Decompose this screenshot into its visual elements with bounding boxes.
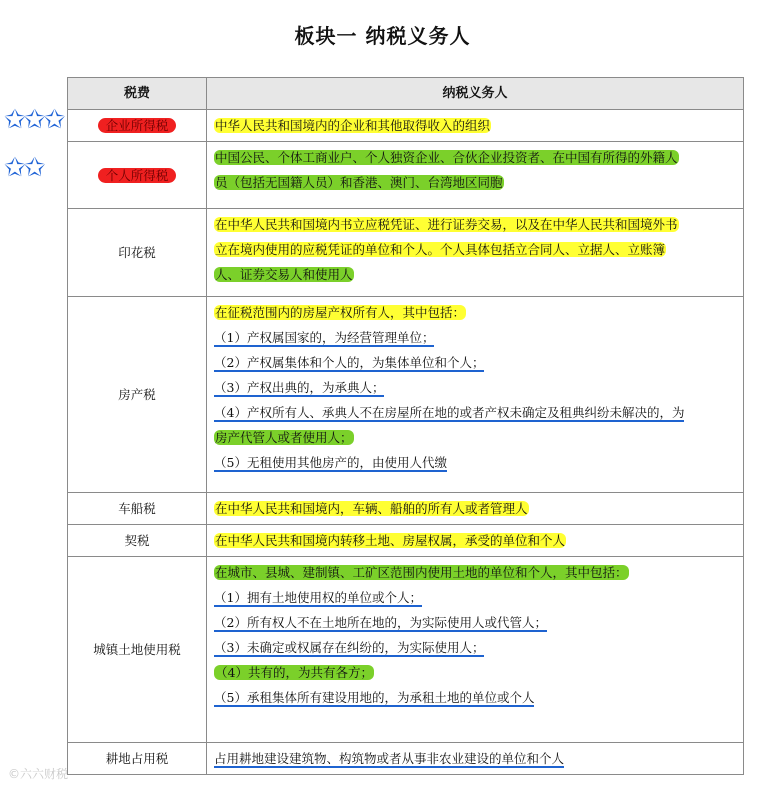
- taxpayer-line: （5）承租集体所有建设用地的，为承租土地的单位或个人: [214, 690, 535, 705]
- taxpayer-line: （5）无租使用其他房产的，由使用人代缴: [214, 455, 447, 470]
- taxpayer-cell: [207, 557, 744, 743]
- taxpayer-line: 在征税范围内的房屋产权所有人，其中包括：: [215, 305, 466, 320]
- tax-name-cell: 房产税: [68, 297, 207, 493]
- star-annotation-icon: ✩✩: [4, 153, 44, 183]
- taxpayer-line: 在城市、县城、建制镇、工矿区范围内使用土地的单位和个人，其中包括：: [215, 565, 628, 580]
- taxpayer-line: 人、证券交易人和使用人: [215, 267, 353, 282]
- watermark: ©六六财税: [8, 767, 69, 781]
- tax-name-cell: [68, 142, 207, 209]
- tax-name-cell: [68, 110, 207, 142]
- taxpayer-line: （3）未确定或权属存在纠纷的，为实际使用人；: [214, 640, 485, 655]
- taxpayer-line: 中国公民、个体工商业户、个人独资企业、合伙企业投资者、在中国有所得的外籍人: [215, 150, 678, 165]
- taxpayer-cell: [207, 743, 744, 775]
- taxpayer-line: （2）所有权人不在土地所在地的，为实际使用人或代管人；: [214, 615, 547, 630]
- taxpayer-line: 在中华人民共和国境内转移土地、房屋权属，承受的单位和个人: [215, 533, 566, 548]
- taxpayer-line: 占用耕地建设建筑物、构筑物或者从事非农业建设的单位和个人: [214, 751, 565, 766]
- tax-name-cell: 城镇土地使用税: [68, 557, 207, 743]
- tax-name-cell: 印花税: [68, 209, 207, 297]
- tax-name-cell: 车船税: [68, 493, 207, 525]
- header-tax: 税费: [68, 78, 207, 110]
- table-header-row: [68, 78, 744, 110]
- page-title: 板块一 纳税义务人: [294, 24, 471, 48]
- taxpayer-cell: [207, 142, 744, 209]
- taxpayer-line: （4）产权所有人、承典人不在房屋所在地的或者产权未确定及租典纠纷未解决的，为: [214, 405, 685, 420]
- taxpayer-cell: [207, 493, 744, 525]
- taxpayer-line: 员（包括无国籍人员）和香港、澳门、台湾地区同胞: [215, 175, 503, 190]
- taxpayer-cell: [207, 110, 744, 142]
- table-row: [68, 743, 744, 775]
- taxpayer-line: 在中华人民共和国境内书立应税凭证、进行证券交易，以及在中华人民共和国境外书: [215, 217, 678, 232]
- taxpayer-cell: [207, 209, 744, 297]
- taxpayer-line: 在中华人民共和国境内，车辆、船舶的所有人或者管理人: [215, 501, 528, 516]
- tax-name-cell: 耕地占用税: [68, 743, 207, 775]
- taxpayer-line: （2）产权属集体和个人的，为集体单位和个人；: [214, 355, 485, 370]
- table-row: [68, 142, 744, 209]
- table-row: [68, 557, 744, 743]
- taxpayer-line: （1）拥有土地使用权的单位或个人；: [214, 590, 422, 605]
- table-row: [68, 525, 744, 557]
- table-row: [68, 110, 744, 142]
- table-row: [68, 493, 744, 525]
- taxpayer-table: [67, 77, 744, 775]
- taxpayer-line: 立在境内使用的应税凭证的单位和个人。个人具体包括立合同人、立据人、立账簿: [215, 242, 666, 257]
- tax-name-cell: 契税: [68, 525, 207, 557]
- header-taxpayer: 纳税义务人: [207, 78, 744, 110]
- taxpayer-line: （4）共有的，为共有各方；: [215, 665, 373, 680]
- tax-name: 企业所得税: [98, 118, 177, 133]
- taxpayer-line: （1）产权属国家的，为经营管理单位；: [214, 330, 435, 345]
- table-row: [68, 209, 744, 297]
- taxpayer-line: 中华人民共和国境内的企业和其他取得收入的组织: [215, 118, 491, 133]
- taxpayer-cell: [207, 297, 744, 493]
- star-annotation-icon: ✩✩✩: [4, 105, 64, 135]
- tax-name: 个人所得税: [98, 168, 177, 183]
- table-row: [68, 297, 744, 493]
- taxpayer-line: （3）产权出典的，为承典人；: [214, 380, 385, 395]
- taxpayer-line: 房产代管人或者使用人；: [215, 430, 353, 445]
- taxpayer-cell: [207, 525, 744, 557]
